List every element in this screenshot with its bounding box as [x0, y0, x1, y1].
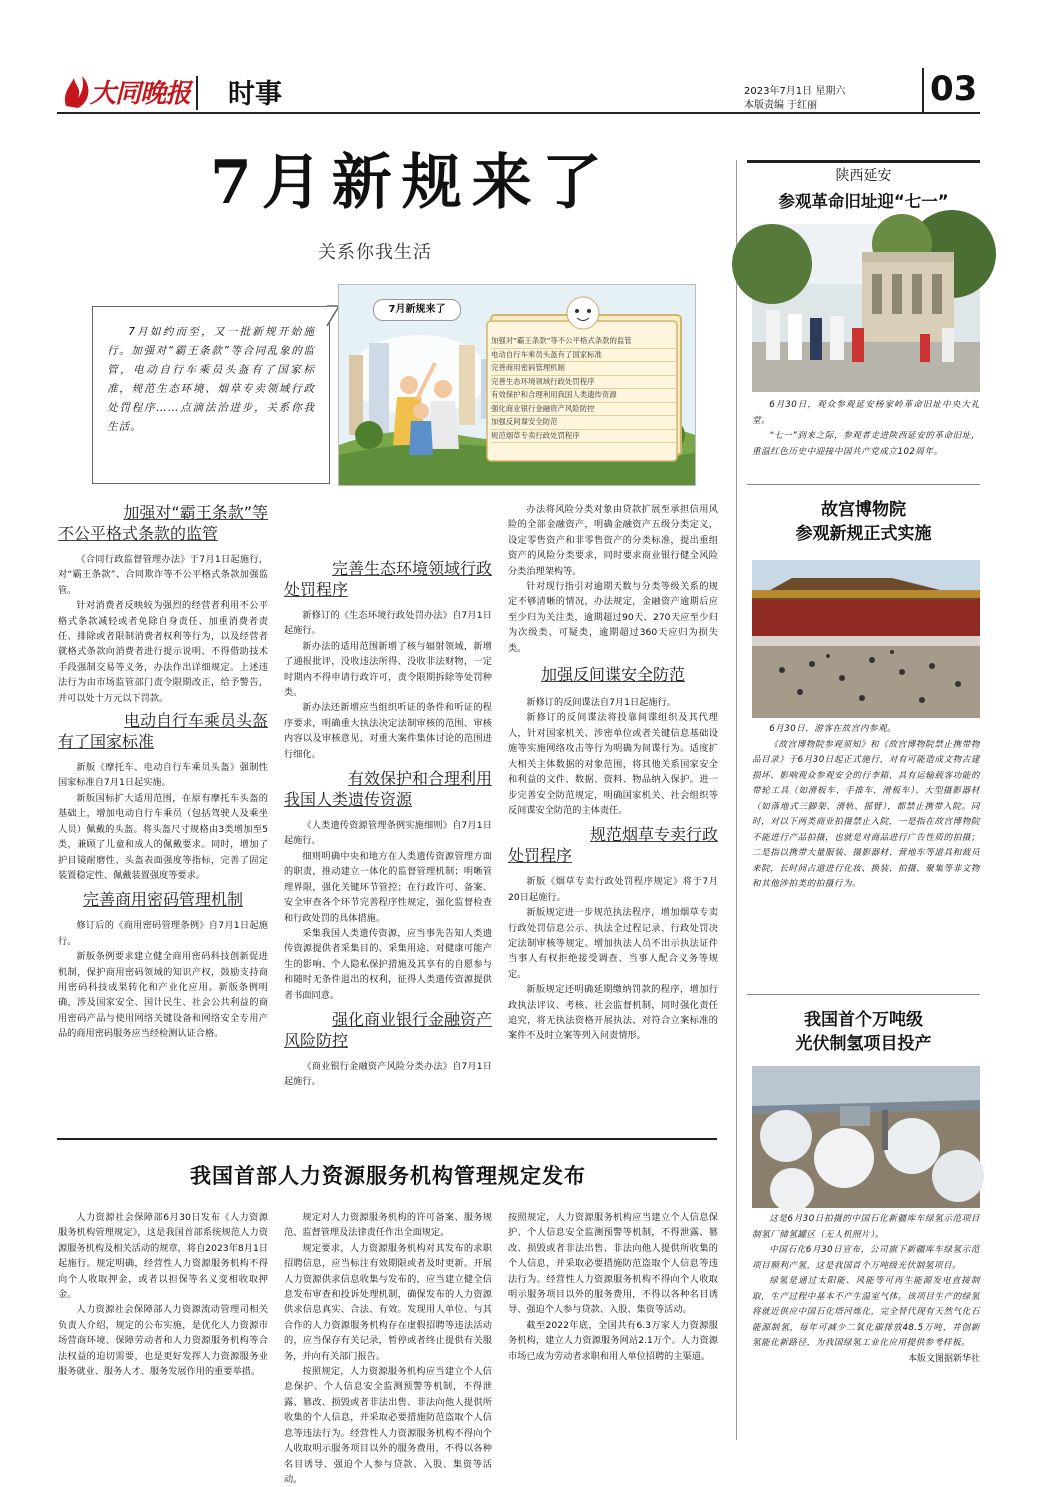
paragraph: 《人类遗传资源管理条例实施细则》自7月1日起施行。	[284, 820, 492, 847]
caption-line: 绿氢是通过太阳能、风能等可再生能源发电直接制取，生产过程中基本不产生温室气体。该项目生产的绿氢将就近供应中国石化塔河炼化，完全替代现有天然气化石能源制氢，每年可减少二氧化碳排放48.5万吨，并创新氢能化新路径，为我国绿氢工业化应用提供参考样板。	[752, 1276, 980, 1348]
section-heading: 强化商业银行金融资产	[331, 1009, 492, 1029]
photo-yanan-image	[752, 224, 980, 392]
sidebar-kicker: 陕西延安	[835, 168, 892, 184]
section-heading: 完善生态环境领域行政	[331, 559, 492, 578]
page-number: 03	[930, 69, 978, 109]
logo-text: 大同晚报	[90, 79, 191, 109]
bottom-column-1	[58, 1210, 268, 1432]
paragraph: 《商业银行金融资产风险分类办法》自7月1日起施行。	[284, 1060, 492, 1088]
photo-credit: 本版文图据新华社	[907, 1353, 980, 1364]
section-heading: 加强反间谍安全防范	[540, 665, 685, 685]
column-1	[58, 502, 268, 1114]
sidebar-top-rule	[747, 160, 980, 163]
paragraph: 新修订的反间谍法自7月1日起施行。	[526, 697, 676, 709]
caption-hydrogen	[752, 1212, 980, 1366]
header-editor: 本版责编 于红丽	[744, 100, 818, 111]
paragraph: 新办法还新增应当组织听证的条件和听证的程序要求，明确重大执法决定法制审核的范围、审核内容以及审核意见，对重大案件集体讨论的范围进行细化。	[284, 702, 492, 760]
photo-palace-image	[752, 560, 980, 718]
illustration-list-item: 加强对“霸王条款”等不公平格式条款的监管	[491, 335, 677, 349]
photo-hydrogen-image	[752, 1066, 980, 1208]
caption-line: 6月30日，观众参观延安杨家岭革命旧址中央大礼堂。	[752, 400, 980, 426]
main-subtitle: 关系你我生活	[318, 242, 432, 263]
caption-line: 这是6月30日拍摄的中国石化新疆库车绿氢示范项目制氢厂储氢罐区（无人机照片）。	[752, 1214, 980, 1240]
paragraph: 采集我国人类遗传资源，应当事先告知人类遗传资源提供者采集目的、采集用途、对健康可能产生的影响、个人隐私保护措施及其享有的自愿参与和随时无条件退出的权利，征得人类遗传资源提供者书面同意。	[284, 927, 492, 1001]
masthead	[60, 68, 191, 110]
paragraph: 新办法的适用范围新增了核与辐射领域，新增了通报批评，没收违法所得、没收非法财物，一定时期内不得申请行政许可，责令限期拆除等处罚种类。	[284, 640, 492, 699]
intro-text: 7月如约而至，又一批新规开始施行。加强对“霸王条款”等合同乱象的监管，电动自行车乘员头盔有了国家标准，规范生态环境、烟草专卖领域行政处罚程序……点滴法治进步，关系你我生活。	[107, 326, 315, 433]
illustration-list-item: 完善商用密码管理机制	[491, 362, 677, 376]
paragraph: 新版规定还明确延期缴纳罚款的程序，增加行政执法评议、考核、社会监督机制，同时强化责任追究，将无执法资格开展执法、对符合立案标准的案件不及时立案等列入问责情形。	[508, 984, 718, 1042]
paragraph: 人力资源社会保障部6月30日发布《人力资源服务机构管理规定》，这是我国首部系统规范人力资源服务机构及相关活动的规章，将自2023年8月1日起施行。规定明确，经营性人力资源服务机构不得向个人收取押金，或者以担保等名义变相收取押金。	[58, 1212, 268, 1301]
paragraph: 按照规定，人力资源服务机构应当建立个人信息保护、个人信息安全监测预警等机制，不得泄露、篡改、损毁或者非法出售、非法向他人提供所收集的个人信息，并采取必要措施防范盗取个人信息等违法行为。经营性人力资源服务机构不得向个人收取明示服务项目以外的服务费用，不得以各种名目诱导、强迫个人参与贷款、入股、集资等活动。	[508, 1212, 718, 1316]
header-divider	[196, 76, 198, 110]
illustration	[338, 284, 696, 486]
column-2	[284, 502, 492, 1114]
sidebar-title: 我国首个万吨级 光伏制氢项目投产	[795, 1010, 932, 1054]
caption-line: “七一”到来之际，参观者走进陕西延安的革命旧址，重温红色历史中迎接中国共产党成立102周年。	[752, 431, 980, 457]
illustration-list-item: 强化商业银行金融资产风险防控	[491, 403, 677, 417]
section-heading: 完善商用密码管理机制	[82, 890, 243, 910]
caption-line: 中国石化6月30日宣布，公司旗下新疆库车绿氢示范项目顺利产氢，这是我国首个万吨级光伏制氢项目。	[752, 1245, 980, 1271]
caption-yanan	[752, 398, 980, 460]
caption-line: 《故宫博物院参观须知》和《故宫博物院禁止携带物品目录》于6月30日起正式施行，对有可能造成文物古建损坏、影响观众参观安全的行李箱、具有运输载客功能的带轮工具（如滑板车、手推车、滑板车）、大型摄影器材（如落地式三脚架、滑轨、摇臂），都禁止携带入院。同时，对以下两类商业拍摄禁止入院，一是指在故宫博物院不能进行产品拍摄，也就是对商品进行广告性质的拍摄；二是指以携带大量服装、摄影器材、营地车等道具和裁员来院，长时间占道进行化妆、换装、拍摄、聚集等非文物和其他涉拍类的拍摄行为。	[752, 739, 980, 889]
header-rule	[57, 112, 980, 114]
paragraph: 针对消费者反映较为强烈的经营者利用不公平格式条款减轻或者免除自身责任、加重消费者责任、排除或者限制消费者权利等行为，以及经营者就格式条款向消费者进行提示说明、不得借助技术手段强制交易等义务，办法作出详细规定。上述违法行为由市场监管部门责令限期改正，给予警告，并可以处十万元以下罚款。	[58, 600, 268, 704]
illustration-list-item: 有效保护和合理利用我国人类遗传资源	[491, 389, 677, 403]
photo-palace	[752, 560, 980, 718]
paragraph: 细则明确中央和地方在人类遗传资源管理方面的职责，推动建立一体化的监督管理机制；明晰管理界限，强化关键环节管控；在行政许可、备案、安全审查各个环节完善程序性规定，强化监督检查和行政处罚的具体措施。	[284, 850, 492, 924]
caption-line: 6月30日，游客在故宫内参观。	[769, 724, 897, 734]
bottom-column-3	[508, 1210, 718, 1432]
main-headline: 7月新规来了	[210, 148, 612, 218]
section-heading: 有效保护和合理利用	[347, 769, 492, 789]
paragraph: 新版国标扩大适用范围，在原有摩托车头盔的基础上，增加电动自行车乘员（包括驾驶人及乘坐人员）佩戴的头盔。将头盔尺寸规格由3类增加至5类，兼顾了儿童和成人的佩戴要求。同时，增加了护目镜耐磨性、头盔表面强度等指标，完善了固定装置稳定性、佩戴装置强度等要求。	[58, 792, 268, 881]
paragraph: 规定要求，人力资源服务机构对其发布的求职招聘信息，应当标注有效期限或者及时更新。开展人力资源供求信息收集与发布的，应当建立健全信息发布审查和投诉处理机制，确保发布的人力资源供求信息真实、合法、有效。发现用人单位、与其合作的人力资源服务机构存在虚假招聘等违法活动的，应当保存有关记录，暂停或者终止提供有关服务，并向有关部门报告。	[284, 1242, 492, 1362]
illustration-list-item: 规范烟草专卖行政处罚程序	[491, 430, 677, 444]
paragraph: 针对现行指引对逾期天数与分类等级关系的规定不够清晰的情况，办法规定，金融资产逾期后应至少归为关注类，逾期超过90天、270天应至少归为次级类、可疑类，逾期超过360天应归为损失类。	[508, 581, 718, 654]
section-heading: 电动自行车乘员头盔	[123, 711, 268, 731]
bottom-column-2	[284, 1210, 492, 1485]
illustration-list	[491, 335, 677, 443]
section-heading: 加强对“霸王条款”等	[123, 503, 268, 522]
section-heading: 处罚程序	[508, 846, 573, 866]
paragraph: 《合同行政监督管理办法》于7月1日起施行，对“霸王条款”、合同欺诈等不公平格式条款加强监管。	[58, 554, 268, 596]
paragraph: 截至2022年底，全国共有6.3万家人力资源服务机构，建立人力资源服务网站2.1万个。人力资源市场已成为劳动者求职和用人单位招聘的主渠道。	[508, 1319, 718, 1362]
paragraph: 新修订的反间谍法将投靠间谍组织及其代理人，针对国家机关、涉密单位或者关键信息基础设施等实施网络攻击等行为明确为间谍行为。适度扩大相关主体数据的对象范围，将其他关系国家安全和利益的文件、数据、资料、物品纳入保护。进一步完善安全防范规定，明确国家机关、社会组织等反间谍安全防范的主体责任。	[508, 712, 718, 816]
sidebar-title: 参观革命旧址迎“七一”	[778, 192, 949, 211]
column-3	[508, 502, 718, 1114]
section-heading: 处罚程序	[284, 580, 349, 599]
paragraph: 新版《烟草专卖行政处罚程序规定》将于7月20日起施行。	[508, 876, 718, 903]
illustration-banner: 7月新规来了	[373, 299, 461, 321]
section-heading: 规范烟草专卖行政	[589, 825, 718, 845]
section-label: 时事	[228, 79, 282, 110]
paragraph: 新版条例要求建立健全商用密码科技创新促进机制，保护商用密码领域的知识产权，鼓励支持商用密码科技成果转化和产业化应用。新版条例明确，涉及国家安全、国计民生、社会公共利益的商用密码产品与使用网络关键设备和网络安全专用产品的商用密码服务应当经检测认证合格。	[58, 951, 268, 1040]
section-heading: 不公平格式条款的监管	[58, 524, 219, 543]
paragraph: 新版规定进一步规范执法程序，增加烟草专卖行政处罚信息公示、执法全过程记录、行政处罚决定法制审核等规定。增加执法人员不出示执法证件当事人有权拒绝接受调查、当事人配合义务等规定。	[508, 907, 718, 980]
sidebar-rule	[736, 160, 737, 1440]
intro-box	[92, 306, 330, 484]
paragraph: 新版《摩托车、电动自行车乘员头盔》强制性国家标准自7月1日起实施。	[58, 762, 268, 789]
caption-palace	[752, 722, 980, 893]
paragraph: 人力资源社会保障部人力资源流动管理司相关负责人介绍，规定的公布实施，是优化人力资源市场营商环境、保障劳动者和人力资源服务机构等合法权益的迫切需要，也是更好发挥人力资源服务业服务就业、服务人才、服务发展作用的重要举措。	[58, 1304, 268, 1378]
illustration-list-item: 电动自行车乘员头盔有了国家标准	[491, 349, 677, 363]
page-no-divider	[922, 68, 924, 112]
section-heading: 我国人类遗传资源	[284, 790, 413, 810]
photo-yanan	[752, 224, 980, 392]
paragraph: 规定对人力资源服务机构的许可备案、服务规范、监督管理及法律责任作出全面规定。	[284, 1212, 492, 1239]
bottom-headline: 我国首部人力资源服务机构管理规定发布	[190, 1163, 586, 1188]
illustration-list-item: 完善生态环境领域行政处罚程序	[491, 376, 677, 390]
paragraph: 办法将风险分类对象由贷款扩展至承担信用风险的全部金融资产，明确金融资产五级分类定义，设定零售资产和非零售资产的分类标准，提出重组资产的风险分类要求，同时要求商业银行健全风险分类治理架构等。	[508, 504, 718, 577]
section-heading: 风险防控	[284, 1030, 349, 1050]
bottom-rule	[57, 1138, 717, 1140]
header-date: 2023年7月1日 星期六	[744, 86, 846, 97]
photo-hydrogen	[752, 1066, 980, 1208]
sidebar-divider	[747, 994, 980, 995]
sidebar-title: 故宫博物院 参观新规正式实施	[795, 500, 932, 544]
illustration-list-item: 加强反间谍安全防范	[491, 416, 677, 430]
section-heading: 有了国家标准	[58, 732, 155, 752]
paragraph: 修订后的《商用密码管理条例》自7月1日起施行。	[58, 920, 268, 947]
paragraph: 按照规定，人力资源服务机构应当建立个人信息保护、个人信息安全监测预警等机制，不得泄露、篡改、损毁或者非法出售、非法向他人提供所收集的个人信息，并采取必要措施防范盗取个人信息等违法行为。经营性人力资源服务机构不得向个人收取明示服务项目以外的服务费用，不得以各种名目诱导、强迫个人参与贷款、入股、集资等活动。	[284, 1366, 492, 1485]
paragraph: 新修订的《生态环境行政处罚办法》自7月1日起施行。	[284, 610, 492, 637]
sidebar-divider	[747, 484, 980, 485]
